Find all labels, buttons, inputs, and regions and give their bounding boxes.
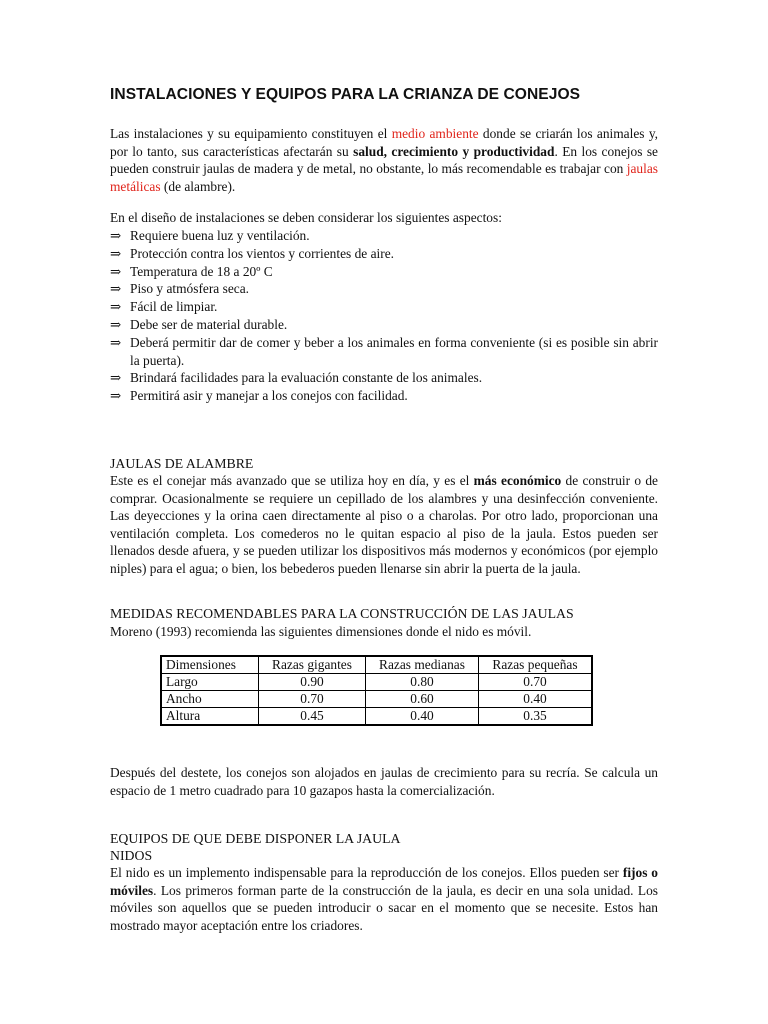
table-cell: 0.45 <box>259 708 366 726</box>
arrow-bullet-icon: ⇒ <box>110 299 122 315</box>
list-item: ⇒ Permitirá asir y manejar a los conejos con facilidad. <box>110 388 408 404</box>
table-cell: 0.40 <box>366 708 479 726</box>
destete-paragraph: Después del destete, los conejos son alojados en jaulas de crecimiento para su recría. Se calcula un espacio de 1 metro cuadrado para 10 gazapos hasta la comercialización. <box>110 765 658 798</box>
list-item: ⇒ Debe ser de material durable. <box>110 316 288 332</box>
arrow-bullet-icon: ⇒ <box>110 228 122 243</box>
bold-salud: salud, crecimiento y productividad <box>353 143 555 159</box>
table-cell: 0.70 <box>259 691 366 708</box>
section-heading-medidas: MEDIDAS RECOMENDABLES PARA LA CONSTRUCCIÓN DE LAS JAULAS <box>110 606 574 621</box>
nidos-paragraph: El nido es un implemento indispensable para la reproducción de los conejos. Ellos pueden ser fijos o móviles. Los primeros forman parte de la construcción de la jaula, es decir en una sola unidad. Los móviles son aquellos que se pueden introducir o sacar en el momento que se necesite. Estos han mostrado mayor aceptación entre los criadores. <box>110 865 658 933</box>
list-item: ⇒ Piso y atmósfera seca. <box>110 281 249 297</box>
table-row <box>161 674 592 691</box>
arrow-bullet-icon: ⇒ <box>110 370 122 386</box>
intro-paragraph: Las instalaciones y su equipamiento constituyen el medio ambiente donde se criarán los animales y, por lo tanto, sus características afectarán su salud, crecimiento y productividad. En los conejos se pueden construir jaulas de madera y de metal, no obstante, lo más recomendable es trabajar con jaulas metálicas (de alambre). <box>110 126 658 194</box>
jaulas-paragraph: Este es el conejar más avanzado que se utiliza hoy en día, y es el más económico de construir o de comprar. Ocasionalmente se requiere un cepillado de los alambres y una desinfección conveniente. Las deyecciones y la orina caen directamente al piso o a charolas. Por otro lado, proporcionan una ventilación completa. Los comederos no le quitan espacio al piso de la jaula. Estos pueden ser llenados desde afuera, y se pueden utilizar los dispositivos más modernos y económicos (por ejemplo niples) para el agua; o bien, los bebederos pueden llenarse sin abrir la puerta de la jaula. <box>110 473 658 576</box>
dimensions-table <box>160 655 593 726</box>
table-header-row <box>161 656 592 674</box>
aspects-list <box>110 227 658 405</box>
table-header-cell: Razas gigantes <box>259 656 366 674</box>
list-item: ⇒ Protección contra los vientos y corrientes de aire. <box>110 245 395 261</box>
table-header-cell: Razas pequeñas <box>479 656 593 674</box>
section-heading-jaulas: JAULAS DE ALAMBRE <box>110 456 254 471</box>
list-item: ⇒ Brindará facilidades para la evaluación constante de los animales. <box>110 370 483 386</box>
arrow-bullet-icon: ⇒ <box>110 245 122 261</box>
arrow-bullet-icon: ⇒ <box>110 263 122 279</box>
highlight-medio-ambiente: medio ambiente <box>391 126 479 141</box>
list-item: ⇒ Deberá permitir dar de comer y beber a los animales en forma conveniente (si es posible sin abrir la puerta). <box>110 334 658 368</box>
subheading-nidos: NIDOS <box>110 848 153 863</box>
table-cell: 0.90 <box>259 674 366 691</box>
table-header-cell: Razas medianas <box>366 656 479 674</box>
table-row <box>161 708 592 726</box>
medidas-intro: Moreno (1993) recomienda las siguientes dimensiones donde el nido es móvil. <box>110 624 532 639</box>
table-cell: 0.60 <box>366 691 479 708</box>
aspects-intro: En el diseño de instalaciones se deben considerar los siguientes aspectos: <box>110 210 502 225</box>
list-item: ⇒ Temperatura de 18 a 20º C <box>110 263 273 279</box>
table-cell: Largo <box>161 674 259 691</box>
bold-mas-economico: más económico <box>473 473 562 488</box>
table-cell: 0.40 <box>479 691 593 708</box>
document-title: INSTALACIONES Y EQUIPOS PARA LA CRIANZA DE CONEJOS <box>110 86 581 103</box>
arrow-bullet-icon: ⇒ <box>110 316 122 332</box>
table-cell: 0.80 <box>366 674 479 691</box>
bold-fijos-moviles: fijos o móviles <box>110 865 658 898</box>
list-item: ⇒ Requiere buena luz y ventilación. <box>110 228 310 243</box>
list-item: ⇒ Fácil de limpiar. <box>110 299 218 315</box>
section-heading-equipos: EQUIPOS DE QUE DEBE DISPONER LA JAULA <box>110 831 401 846</box>
table-header-cell: Dimensiones <box>161 656 259 674</box>
table-cell: Altura <box>161 708 259 726</box>
table-cell: 0.35 <box>479 708 593 726</box>
highlight-jaulas-metalicas: jaulas metálicas <box>110 161 658 194</box>
table-cell: 0.70 <box>479 674 593 691</box>
table-cell: Ancho <box>161 691 259 708</box>
table-row <box>161 691 592 708</box>
arrow-bullet-icon: ⇒ <box>110 281 122 297</box>
arrow-bullet-icon: ⇒ <box>110 388 122 404</box>
arrow-bullet-icon: ⇒ <box>110 334 122 350</box>
